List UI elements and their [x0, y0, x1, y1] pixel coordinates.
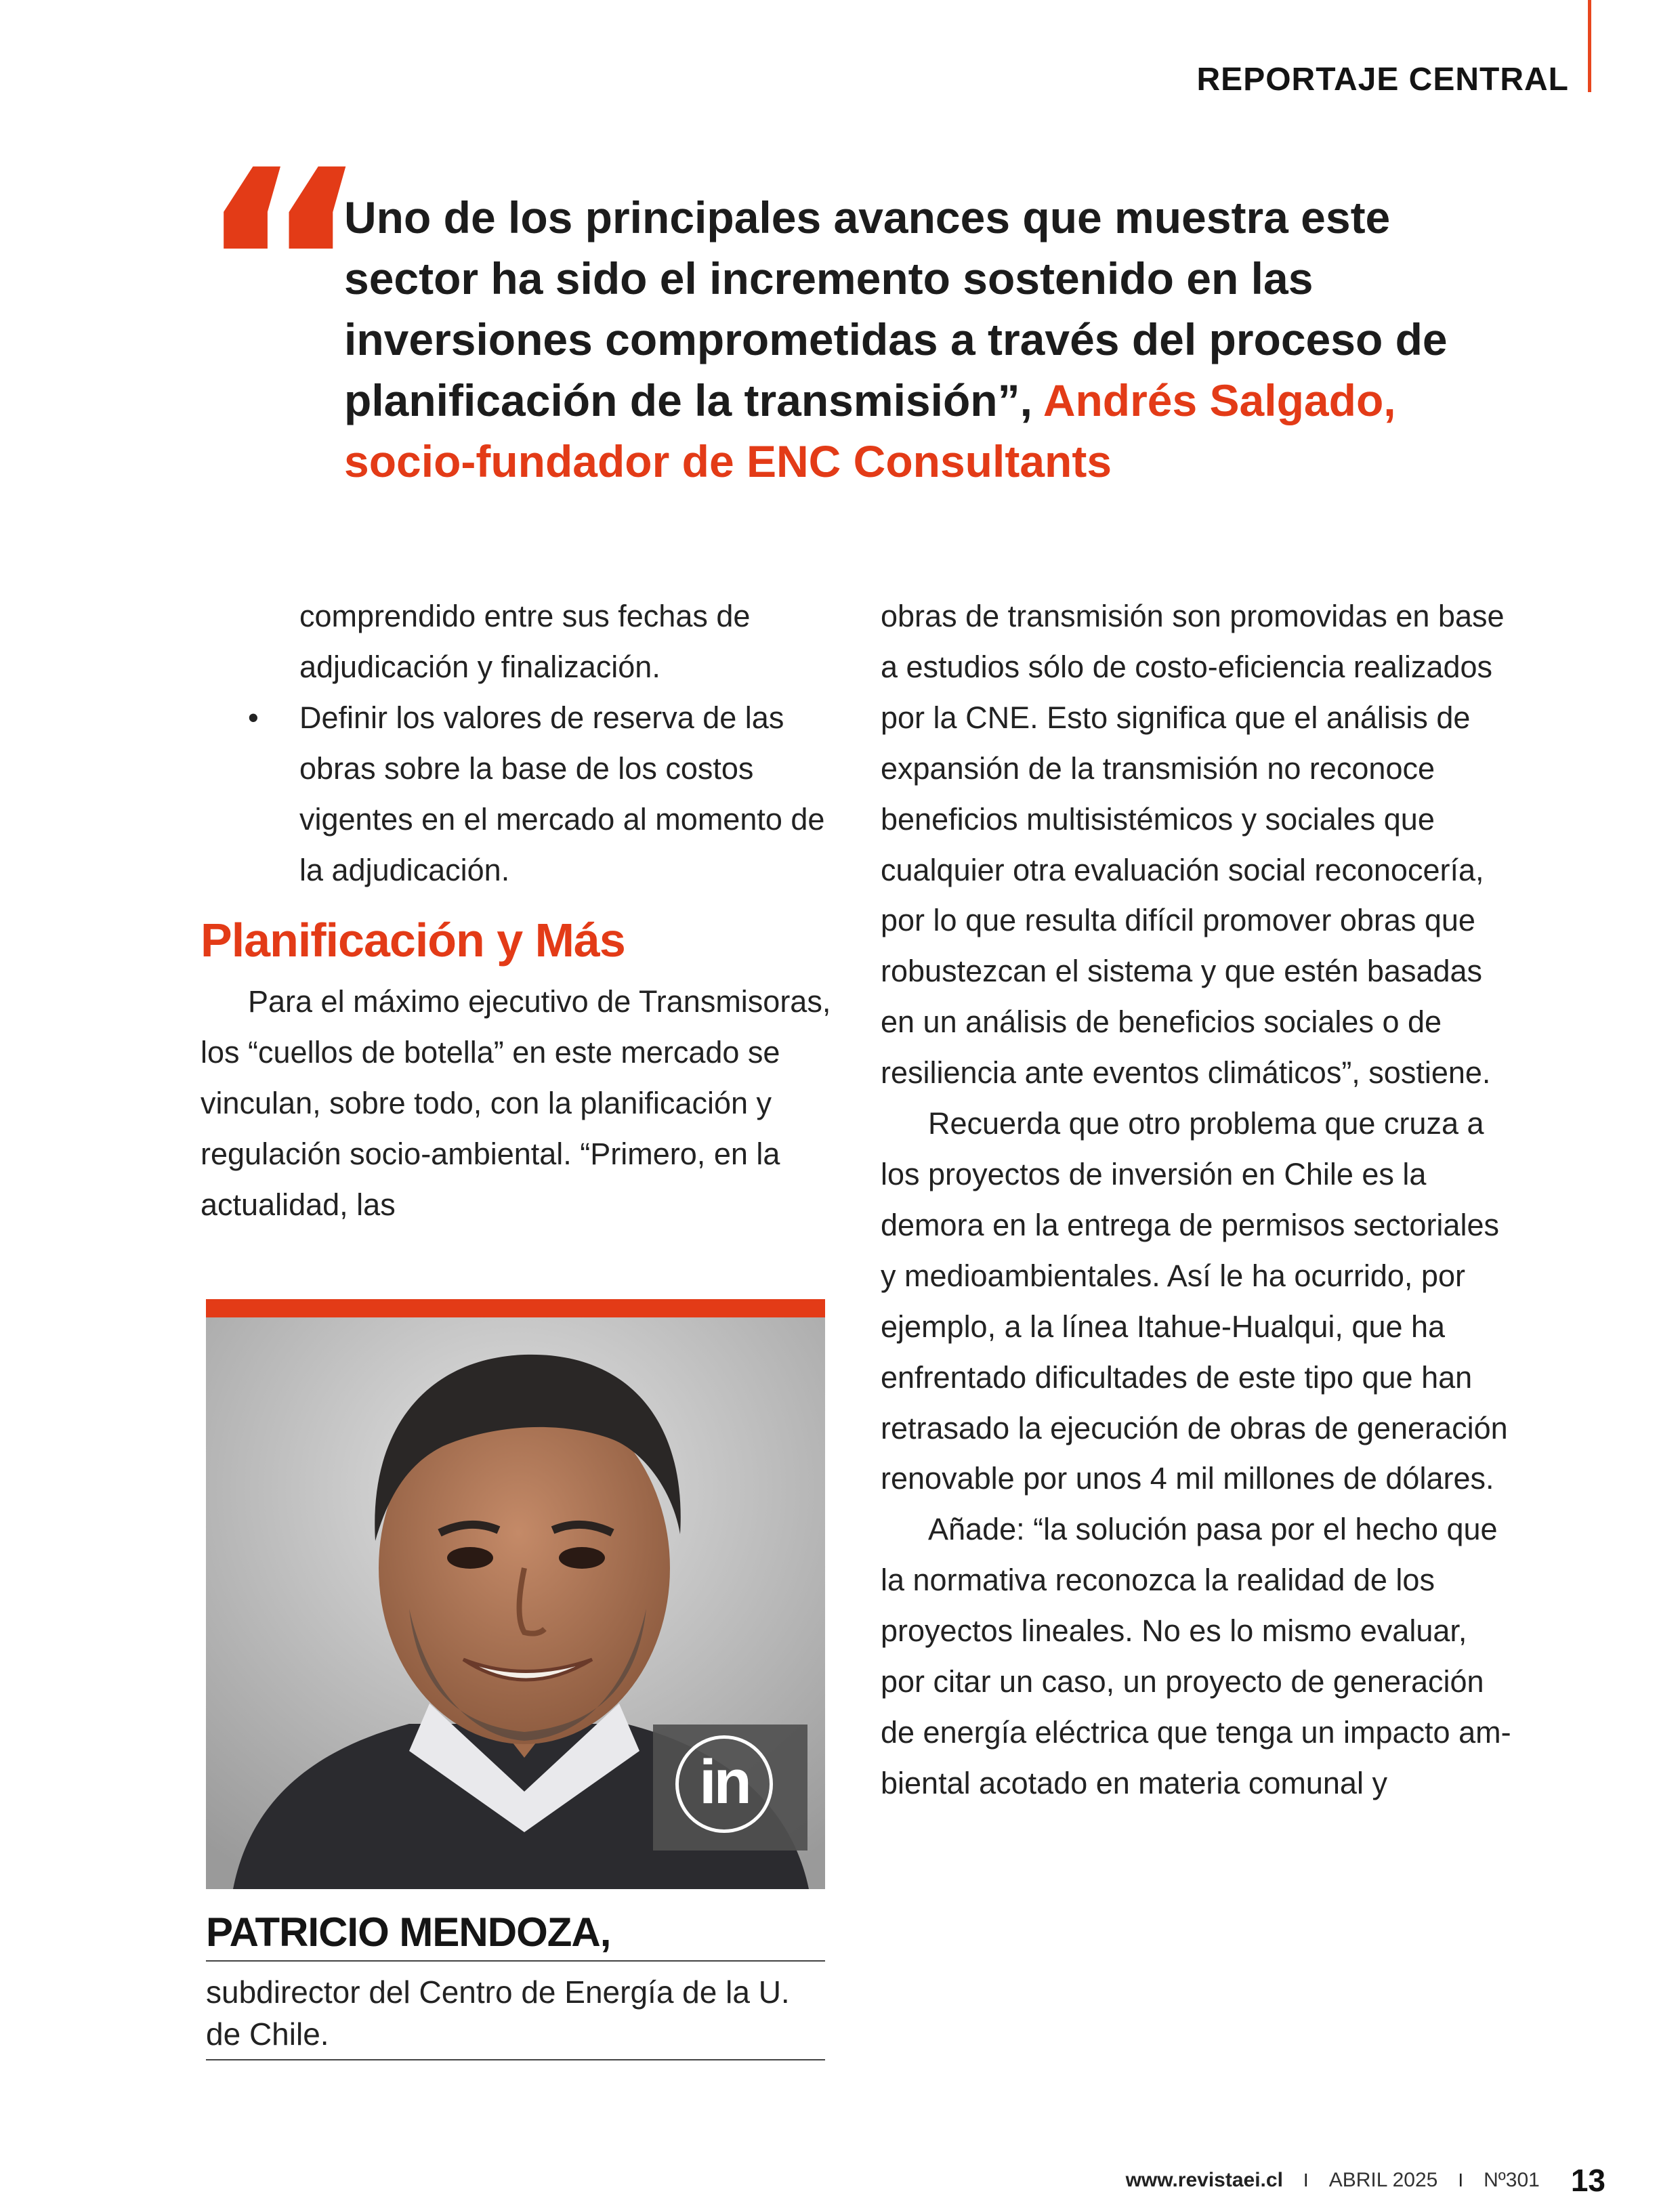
pull-quote [344, 187, 1496, 492]
body-paragraph: obras de transmisión son promovidas en base a estudios sólo de costo-eficiencia realizados por la CNE. Esto significa que el análisis de expansión de la transmisión no reconoce beneficios multisistémicos y sociales que cualquier otra evaluación social reconocería, por lo que resulta difícil promover obras que robustezcan el sistema y que estén basadas en un análisis de beneficios sociales o de resiliencia ante eventos climáticos”, sostiene. [881, 599, 1505, 1091]
photo-accent-bar [206, 1299, 825, 1317]
person-role: subdirector del Centro de Energía de la U. de Chile. [206, 1974, 790, 2052]
footer-date: ABRIL 2025 [1328, 2169, 1438, 2191]
bullet-text: Definir los valores de reserva de las obras sobre la base de los costos vigentes en el mercado al momento de la adjudicación. [299, 700, 825, 887]
right-column [881, 591, 1517, 1809]
bullet-continuation: comprendido entre sus fechas de adjudicación y finalización. [299, 599, 751, 684]
body-paragraph: Para el máximo ejecutivo de Transmisoras, los “cuellos de botella” en este mercado se vinculan, sobre todo, con la planificación y regulación socio-ambiental. “Primero, en la actualidad, las [201, 984, 831, 1223]
footer-issue: Nº301 [1484, 2169, 1540, 2191]
section-label: REPORTAJE CENTRAL [1196, 62, 1569, 98]
pull-quote-attribution: Andrés Salgado, socio-fundador de ENC Consultants [344, 375, 1396, 486]
bullet-dot-icon: • [248, 700, 259, 735]
footer-separator: I [1458, 2170, 1464, 2191]
page-footer [1126, 2162, 1605, 2199]
body-paragraph: Recuerda que otro problema que cruza a los proyectos de inversión en Chile es la demora en la entrega de permisos sectoriales y medioambientales. Así le ha ocurrido, por ejemplo, a la línea Itahue-Hualqui, que ha enfrentado dificultades de este tipo que han retrasado la ejecución de obras de generación renovable por unos 4 mil millones de dólares. [881, 1106, 1508, 1496]
page-number: 13 [1570, 2163, 1605, 2198]
name-divider-top [206, 1960, 825, 1962]
footer-website[interactable]: www.revistaei.cl [1125, 2169, 1283, 2191]
quote-mark-icon: “ [196, 114, 371, 421]
subheading: Planificación y Más [201, 914, 625, 967]
name-divider-bottom [206, 2059, 825, 2060]
linkedin-badge[interactable] [653, 1725, 807, 1850]
body-paragraph: Añade: “la solución pasa por el hecho que la normativa reconozca la realidad de los proyectos lineales. No es lo mismo evaluar, por citar un caso, un proyecto de generación de energía eléctrica que tenga un impacto ambiental acotado en materia comunal y [881, 1512, 1511, 1800]
left-column [201, 591, 834, 1231]
linkedin-icon[interactable]: in [675, 1735, 773, 1833]
bullet-item [201, 693, 834, 896]
footer-separator: I [1303, 2170, 1309, 2191]
header-accent-line [1588, 0, 1591, 92]
pull-quote-text: Uno de los principales avances que muestra este sector ha sido el incremento sostenido en las inversiones comprometidas a través del proceso de planificación de la transmisión”, [344, 192, 1448, 425]
person-name: PATRICIO MENDOZA, [206, 1909, 611, 1955]
